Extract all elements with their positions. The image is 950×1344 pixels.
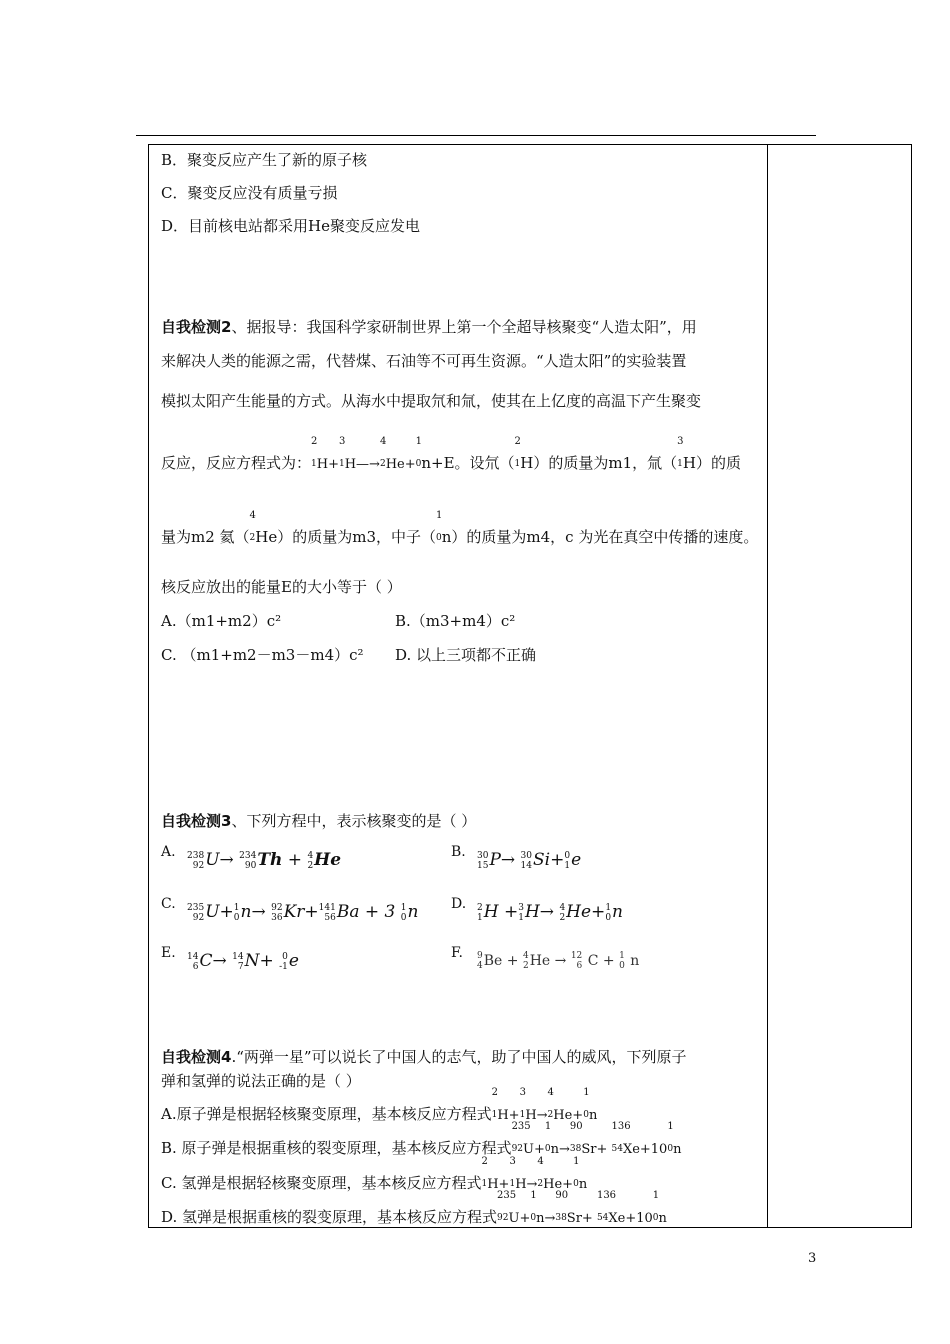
q4-option-b: B. 原子弹是根据重核的裂变原理，基本核反应方程式 235 92U+ 1 0n→ 90 38Sr+ 136 54Xe+10 1 0n bbox=[161, 1121, 682, 1157]
q2-option-b: B.（m3+m4）c² bbox=[395, 612, 516, 630]
q1-option-b: B．聚变反应产生了新的原子核 bbox=[161, 151, 368, 169]
q3-eq-c: C. 235 92 U+ 1 0 n→ 92 36 Kr+ 141 56 Ba + 3 1 0 n bbox=[161, 896, 419, 923]
q4-line2: 弹和氢弹的说法正确的是（ ） bbox=[161, 1072, 361, 1090]
q3-eq-f: F. 9 4 Be + 4 2 He → 12 6 C + 1 0 n bbox=[451, 945, 640, 971]
q2-question: 核反应放出的能量E的大小等于（ ） bbox=[161, 578, 402, 596]
q2-line1: 自我检测2、据报导：我国科学家研制世界上第一个全超导核聚变“人造太阳”，用 bbox=[161, 318, 697, 336]
q4-option-c: C. 氢弹是根据轻核聚变原理，基本核反应方程式 2 1H+ 3 1H→ 4 2He+ 1 0n bbox=[161, 1156, 588, 1192]
q3-eq-b: B. 30 15 P→ 30 14 Si+ 0 1 e bbox=[451, 844, 582, 871]
q2-line4: 反应，反应方程式为： 2 1H+ 3 1H—→ 4 2He+ 1 0n+E。设氘（ 2 1H）的质量为m1，氚（ 3 1H）的质 bbox=[161, 436, 741, 472]
q4-line1: 自我检测4.“两弹一星”可以说长了中国人的志气，助了中国人的威风，下列原子 bbox=[161, 1048, 687, 1066]
content-table bbox=[148, 144, 912, 1228]
q2-option-c: C. （m1+m2－m3－m4）c² bbox=[161, 646, 364, 664]
q3-title: 自我检测3 bbox=[161, 812, 232, 830]
q2-option-d: D. 以上三项都不正确 bbox=[395, 646, 537, 664]
q1-option-c: C．聚变反应没有质量亏损 bbox=[161, 184, 338, 202]
q2-line3: 模拟太阳产生能量的方式。从海水中提取氘和氚，使其在上亿度的高温下产生聚变 bbox=[161, 392, 702, 410]
column-divider bbox=[767, 145, 768, 1227]
q3-eq-a: A. 238 92 U→ 234 90 Th + 4 2 He bbox=[161, 844, 342, 871]
q3-eq-d: D. 2 1 H + 3 1 H→ 4 2 He+ 1 0 n bbox=[451, 896, 623, 923]
header-rule bbox=[136, 135, 816, 136]
q1-option-d: D．目前核电站都采用He聚变反应发电 bbox=[161, 217, 420, 235]
q2-title: 自我检测2 bbox=[161, 318, 232, 336]
q4-option-d: D. 氢弹是根据重核的裂变原理，基本核反应方程式 235 92U+ 1 0n→ 90 38Sr+ 136 54Xe+10 1 0n bbox=[161, 1190, 667, 1226]
page-number: 3 bbox=[808, 1251, 817, 1266]
q4-option-a: A.原子弹是根据轻核聚变原理，基本核反应方程式 2 1H+ 3 1H→ 4 2He+ 1 0n bbox=[161, 1087, 598, 1123]
q2-line2: 来解决人类的能源之需，代替煤、石油等不可再生资源。“人造太阳”的实验装置 bbox=[161, 352, 687, 370]
q2-option-a: A.（m1+m2）c² bbox=[161, 612, 282, 630]
q4-title: 自我检测4 bbox=[161, 1048, 232, 1066]
q2-line5: 量为m2 氦（ 4 2He）的质量为m3，中子（ 1 0n）的质量为m4，c 为光在真空中传播的速度。 bbox=[161, 510, 759, 546]
q3-eq-e: E. 14 6 C→ 14 7 N+ 0 -1 e bbox=[161, 945, 299, 972]
q3-heading: 自我检测3、下列方程中，表示核聚变的是（ ） bbox=[161, 812, 477, 830]
